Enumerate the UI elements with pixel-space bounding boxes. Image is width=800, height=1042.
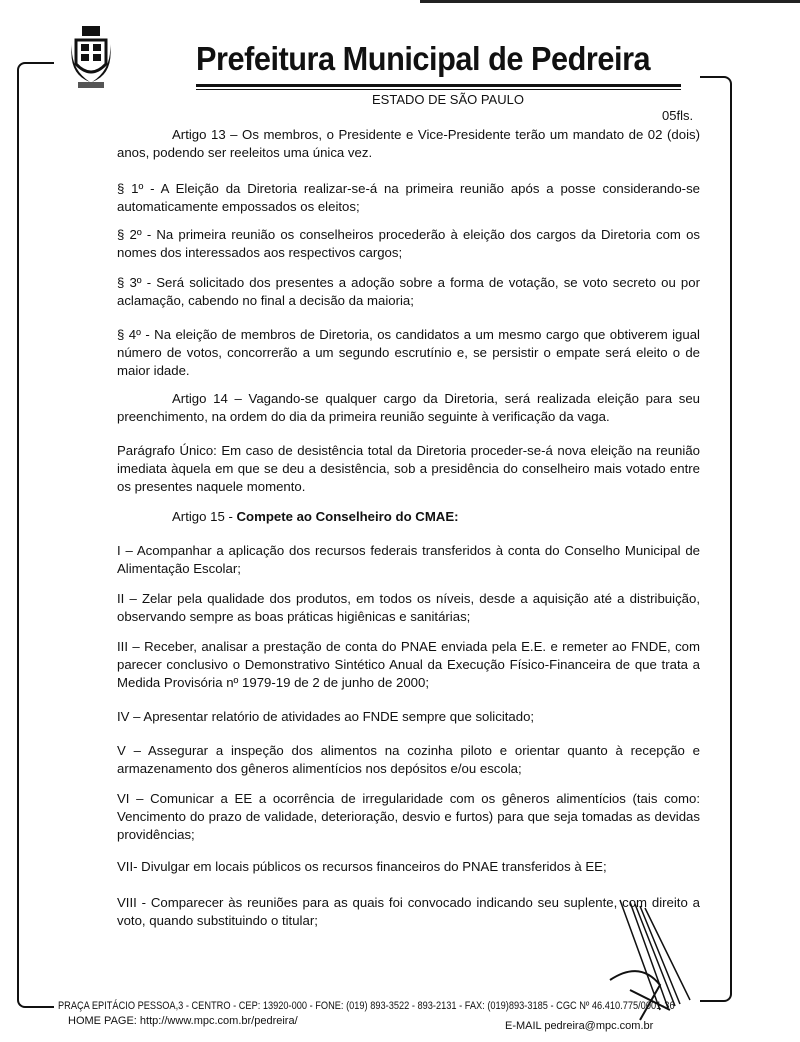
paragraph-3: § 3º - Será solicitado dos presentes a adoção sobre a forma de votação, se voto secreto ou por aclamação, cabendo no final a decisão da maioria; (117, 275, 700, 308)
item-i: I – Acompanhar a aplicação dos recursos federais transferidos à conta do Conselho Municipal de Alimentação Escolar; (117, 543, 700, 576)
state-subtitle: ESTADO DE SÃO PAULO (372, 92, 524, 107)
item-ii: II – Zelar pela qualidade dos produtos, em todos os níveis, desde a aquisição até a distribuição, observando sempre as boas práticas higiênicas e sanitárias; (117, 591, 700, 624)
item-vi: VI – Comunicar a EE a ocorrência de irregularidade com os gêneros alimentícios (tais como: Vencimento do prazo de validade, deterioração, desvio e furtos) para que seja tomadas as devidas providências; (117, 791, 700, 842)
footer-homepage: HOME PAGE: http://www.mpc.com.br/pedreira/ (68, 1015, 298, 1027)
article-13: Artigo 13 – Os membros, o Presidente e Vice-Presidente terão um mandato de 02 (dois) anos, podendo ser reeleitos uma única vez. (117, 127, 700, 160)
article-15-heading: Compete ao Conselheiro do CMAE: (236, 509, 459, 524)
page-border-left (17, 62, 54, 1008)
item-v: V – Assegurar a inspeção dos alimentos na cozinha piloto e orientar quanto à recepção e armazenamento dos gêneros alimentícios nos depósitos e/ou escola; (117, 743, 700, 776)
paragraph-unico: Parágrafo Único: Em caso de desistência total da Diretoria proceder-se-á nova eleição na reunião imediata àquela em que se deu a desistência, sob a presidência do conselheiro mais votado entre os presentes naquele momento. (117, 443, 700, 494)
title-underline (196, 84, 681, 87)
page-title: Prefeitura Municipal de Pedreira (196, 40, 651, 77)
coat-of-arms-icon (70, 24, 112, 94)
article-15-prefix: Artigo 15 - (172, 509, 237, 524)
item-iv: IV – Apresentar relatório de atividades ao FNDE sempre que solicitado; (117, 709, 535, 724)
item-viii: VIII - Comparecer às reuniões para as quais foi convocado indicando seu suplente, com direito a voto, quando substituindo o titular; (117, 895, 700, 928)
item-vii: VII- Divulgar em locais públicos os recursos financeiros do PNAE transferidos à EE; (117, 859, 607, 874)
paragraph-1: § 1º - A Eleição da Diretoria realizar-se-á na primeira reunião após a posse considerando-se automaticamente empossados os eleitos; (117, 181, 700, 214)
footer-address: PRAÇA EPITÁCIO PESSOA,3 - CENTRO - CEP: 13920-000 - FONE: (019) 893-3522 - 893-2131 - FAX: (019)893-3185 - CGC Nº 46.410.775/0001-36 (58, 1000, 675, 1012)
scan-edge-mark (420, 0, 800, 3)
article-15 (117, 508, 700, 526)
paragraph-2: § 2º - Na primeira reunião os conselheiros procederão à eleição dos cargos da Diretoria com os nomes dos interessados aos respectivos cargos; (117, 227, 700, 260)
article-14: Artigo 14 – Vagando-se qualquer cargo da Diretoria, será realizada eleição para seu preenchimento, na ordem do dia da primeira reunião seguinte à verificação da vaga. (117, 391, 700, 424)
item-iii: III – Receber, analisar a prestação de conta do PNAE enviada pela E.E. e remeter ao FNDE, com parecer conclusivo o Demonstrativo Sintético Anual da Execução Físico-Financeira de que trata a Medida Provisória nº 1979-19 de 2 de junho de 2000; (117, 639, 700, 690)
page-border-right (700, 76, 732, 1002)
title-underline-thin (196, 89, 681, 90)
page-reference: 05fls. (662, 108, 694, 123)
paragraph-4: § 4º - Na eleição de membros de Diretoria, os candidatos a um mesmo cargo que obtiverem igual número de votos, concorrerão a um segundo escrutínio e, se persistir o empate será eleito o de maior idade. (117, 327, 700, 378)
footer-email: E-MAIL pedreira@mpc.com.br (505, 1020, 654, 1032)
